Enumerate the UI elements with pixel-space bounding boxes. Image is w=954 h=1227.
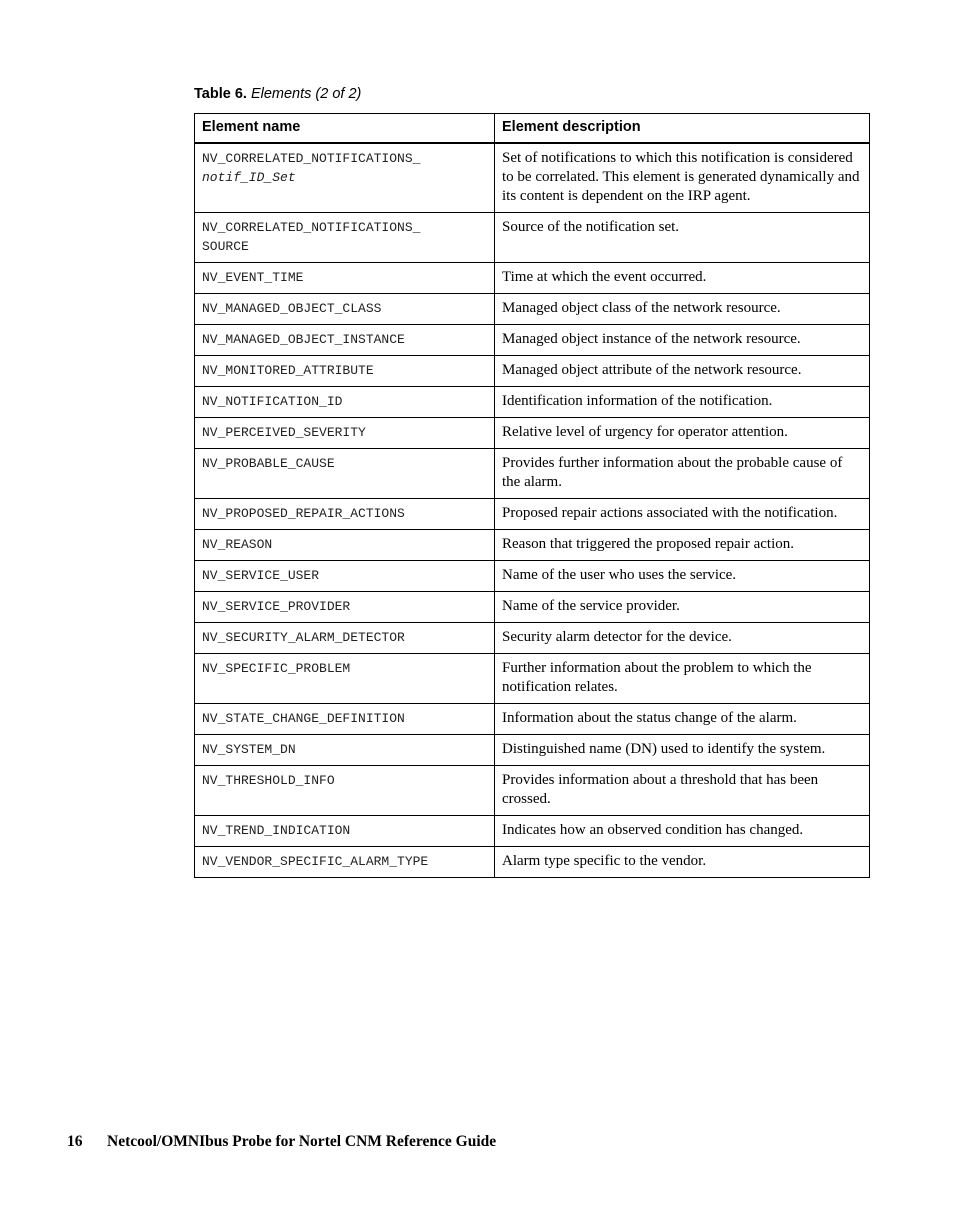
element-name-continuation: notif_ID_Set — [202, 170, 296, 185]
element-name-cell — [195, 213, 495, 263]
table-row — [195, 816, 870, 847]
column-header-element-name: Element name — [195, 114, 495, 144]
table-caption — [194, 86, 361, 102]
element-name: NV_MONITORED_ATTRIBUTE — [202, 363, 374, 378]
element-name: NV_SYSTEM_DN — [202, 742, 296, 757]
page-footer — [67, 1133, 496, 1151]
element-name: NV_PROPOSED_REPAIR_ACTIONS — [202, 506, 405, 521]
table-row — [195, 592, 870, 623]
element-name-cell — [195, 654, 495, 704]
element-name-cell — [195, 143, 495, 213]
element-description: Provides further information about the probable cause of the alarm. — [495, 449, 870, 499]
element-name: NV_TREND_INDICATION — [202, 823, 351, 838]
element-name: NV_CORRELATED_NOTIFICATIONS_ — [202, 220, 421, 235]
element-name: NV_MANAGED_OBJECT_CLASS — [202, 301, 382, 316]
element-description: Set of notifications to which this notification is considered to be correlated. This element is generated dynamically and its content is dependent on the IRP agent. — [495, 143, 870, 213]
table-row — [195, 294, 870, 325]
element-name-cell — [195, 325, 495, 356]
table-row — [195, 449, 870, 499]
element-description: Proposed repair actions associated with the notification. — [495, 499, 870, 530]
element-name: NV_THRESHOLD_INFO — [202, 773, 335, 788]
table-row — [195, 530, 870, 561]
element-description: Information about the status change of the alarm. — [495, 704, 870, 735]
table-row — [195, 325, 870, 356]
table-caption-label: Table 6. — [194, 86, 247, 102]
document-title: Netcool/OMNIbus Probe for Nortel CNM Reference Guide — [107, 1133, 497, 1150]
table-row — [195, 654, 870, 704]
element-description: Distinguished name (DN) used to identify the system. — [495, 735, 870, 766]
element-description: Managed object class of the network resource. — [495, 294, 870, 325]
element-name-cell — [195, 735, 495, 766]
element-name-cell — [195, 561, 495, 592]
table-row — [195, 387, 870, 418]
element-name: NV_NOTIFICATION_ID — [202, 394, 343, 409]
element-name-continuation: SOURCE — [202, 239, 249, 254]
page-number: 16 — [67, 1133, 83, 1150]
element-description: Provides information about a threshold that has been crossed. — [495, 766, 870, 816]
element-name: NV_STATE_CHANGE_DEFINITION — [202, 711, 405, 726]
element-name-cell — [195, 387, 495, 418]
element-description: Relative level of urgency for operator attention. — [495, 418, 870, 449]
element-name-cell — [195, 704, 495, 735]
element-name: NV_SECURITY_ALARM_DETECTOR — [202, 630, 405, 645]
table-row — [195, 561, 870, 592]
table-row — [195, 735, 870, 766]
element-description: Managed object attribute of the network resource. — [495, 356, 870, 387]
table-body — [195, 143, 870, 878]
element-name: NV_PERCEIVED_SEVERITY — [202, 425, 366, 440]
table-row — [195, 213, 870, 263]
element-name-cell — [195, 294, 495, 325]
element-description: Reason that triggered the proposed repair action. — [495, 530, 870, 561]
table-row — [195, 356, 870, 387]
element-name: NV_SERVICE_PROVIDER — [202, 599, 351, 614]
element-name-cell — [195, 449, 495, 499]
element-name: NV_CORRELATED_NOTIFICATIONS_ — [202, 151, 421, 166]
element-name-cell — [195, 766, 495, 816]
table-row — [195, 263, 870, 294]
element-name: NV_MANAGED_OBJECT_INSTANCE — [202, 332, 405, 347]
elements-table — [194, 113, 870, 878]
element-name-cell — [195, 263, 495, 294]
element-name: NV_VENDOR_SPECIFIC_ALARM_TYPE — [202, 854, 429, 869]
element-name: NV_PROBABLE_CAUSE — [202, 456, 335, 471]
element-name: NV_REASON — [202, 537, 273, 552]
element-description: Time at which the event occurred. — [495, 263, 870, 294]
table-header-row — [195, 114, 870, 144]
element-description: Further information about the problem to which the notification relates. — [495, 654, 870, 704]
element-name: NV_EVENT_TIME — [202, 270, 304, 285]
element-name-cell — [195, 816, 495, 847]
table-row — [195, 623, 870, 654]
element-description: Name of the user who uses the service. — [495, 561, 870, 592]
element-name-cell — [195, 418, 495, 449]
element-description: Managed object instance of the network resource. — [495, 325, 870, 356]
table-row — [195, 418, 870, 449]
element-description: Identification information of the notification. — [495, 387, 870, 418]
element-name-cell — [195, 530, 495, 561]
element-name: NV_SPECIFIC_PROBLEM — [202, 661, 351, 676]
column-header-element-description: Element description — [495, 114, 870, 144]
table-row — [195, 766, 870, 816]
element-description: Name of the service provider. — [495, 592, 870, 623]
table-row — [195, 847, 870, 878]
element-description: Source of the notification set. — [495, 213, 870, 263]
element-name-cell — [195, 356, 495, 387]
element-name-cell — [195, 847, 495, 878]
table-caption-title: Elements (2 of 2) — [250, 86, 362, 102]
table-row — [195, 704, 870, 735]
element-description: Security alarm detector for the device. — [495, 623, 870, 654]
element-name-cell — [195, 592, 495, 623]
table-row — [195, 499, 870, 530]
table-row — [195, 143, 870, 213]
element-name-cell — [195, 499, 495, 530]
element-name: NV_SERVICE_USER — [202, 568, 320, 583]
element-name-cell — [195, 623, 495, 654]
element-description: Indicates how an observed condition has changed. — [495, 816, 870, 847]
element-description: Alarm type specific to the vendor. — [495, 847, 870, 878]
